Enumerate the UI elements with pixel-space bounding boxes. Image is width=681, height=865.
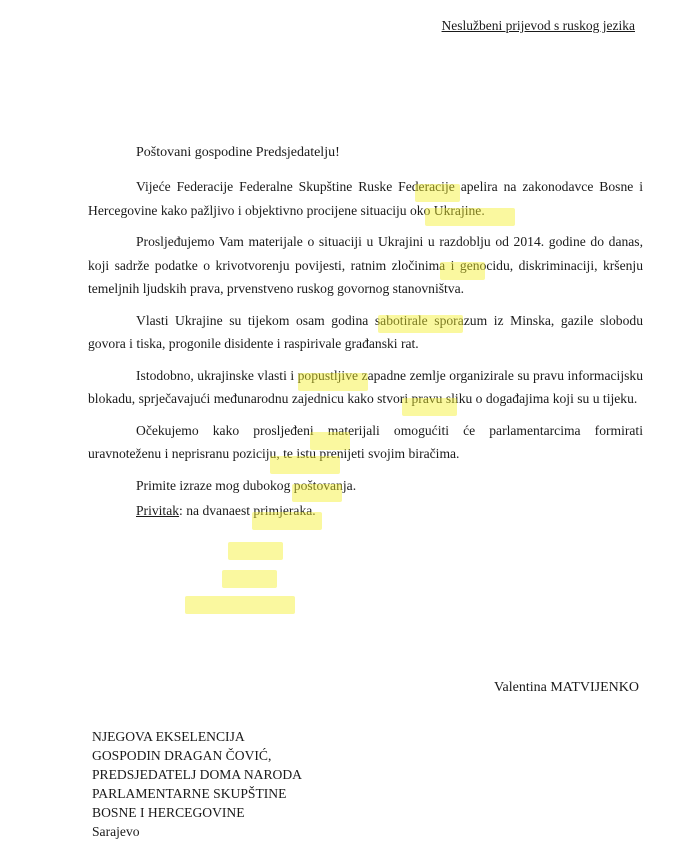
recipient-line: PARLAMENTARNE SKUPŠTINE <box>92 786 287 801</box>
signature-name: Valentina MATVIJENKO <box>493 680 639 695</box>
paragraph-minsk: Vlasti Ukrajine su tijekom osam godina sabotirale sporazum iz Minska, gazile slobodu govora i tiska, progonile disidente i raspirivale građanski rat. <box>88 312 643 351</box>
recipient-line: PREDSJEDATELJ DOMA NARODA <box>92 767 302 782</box>
paragraph-expectation: Očekujemo kako prosljeđeni materijali omogućiti će parlamentarcima formirati uravnoteženu i neprisranu poziciju, te istu prenijeti svojim biračima. <box>88 422 643 461</box>
attachment-line <box>88 499 643 523</box>
highlight-mark <box>228 542 283 560</box>
highlight-mark <box>222 570 277 588</box>
attachment-text: : na dvanaest primjeraka. <box>179 503 316 518</box>
recipient-line: GOSPODIN DRAGAN ČOVIĆ, <box>92 748 272 763</box>
recipient-address <box>92 727 302 841</box>
recipient-line: Sarajevo <box>92 824 140 839</box>
highlight-mark <box>185 596 295 614</box>
paragraph-materials: Prosljeđujemo Vam materijale o situaciji u Ukrajini u razdoblju od 2014. godine do danas, koji sadrže podatke o krivotvorenju povijesti, ratnim zločinima i genocidu, diskriminaciji, kršenju temeljnih ljudskih prava, prvenstveno ruskog govornog stanovništva. <box>88 234 643 296</box>
recipient-line: NJEGOVA EKSELENCIJA <box>92 729 245 744</box>
salutation: Poštovani gospodine Predsjedatelju! <box>136 145 340 160</box>
paragraph-closing: Primite izraze mog dubokog poštovanja. <box>136 477 357 493</box>
paragraph-appeal: Vijeće Federacije Federalne Skupštine Ruske Federacije apelira na zakonodavce Bosne i Hercegovine kako pažljivo i objektivno procijene situaciju oko Ukrajine. <box>88 179 643 218</box>
translation-note: Neslužbeni prijevod s ruskog jezika <box>441 18 635 33</box>
attachment-label: Privitak <box>136 503 180 518</box>
letter-body <box>88 175 643 531</box>
paragraph-blockade: Istodobno, ukrajinske vlasti i popustljive zapadne zemlje organizirale su pravu informacijsku blokadu, sprječavajući međunarodnu zajednicu kako stvori pravu sliku o događajima koji su u tijeku. <box>88 367 643 406</box>
recipient-line: BOSNE I HERCEGOVINE <box>92 805 245 820</box>
